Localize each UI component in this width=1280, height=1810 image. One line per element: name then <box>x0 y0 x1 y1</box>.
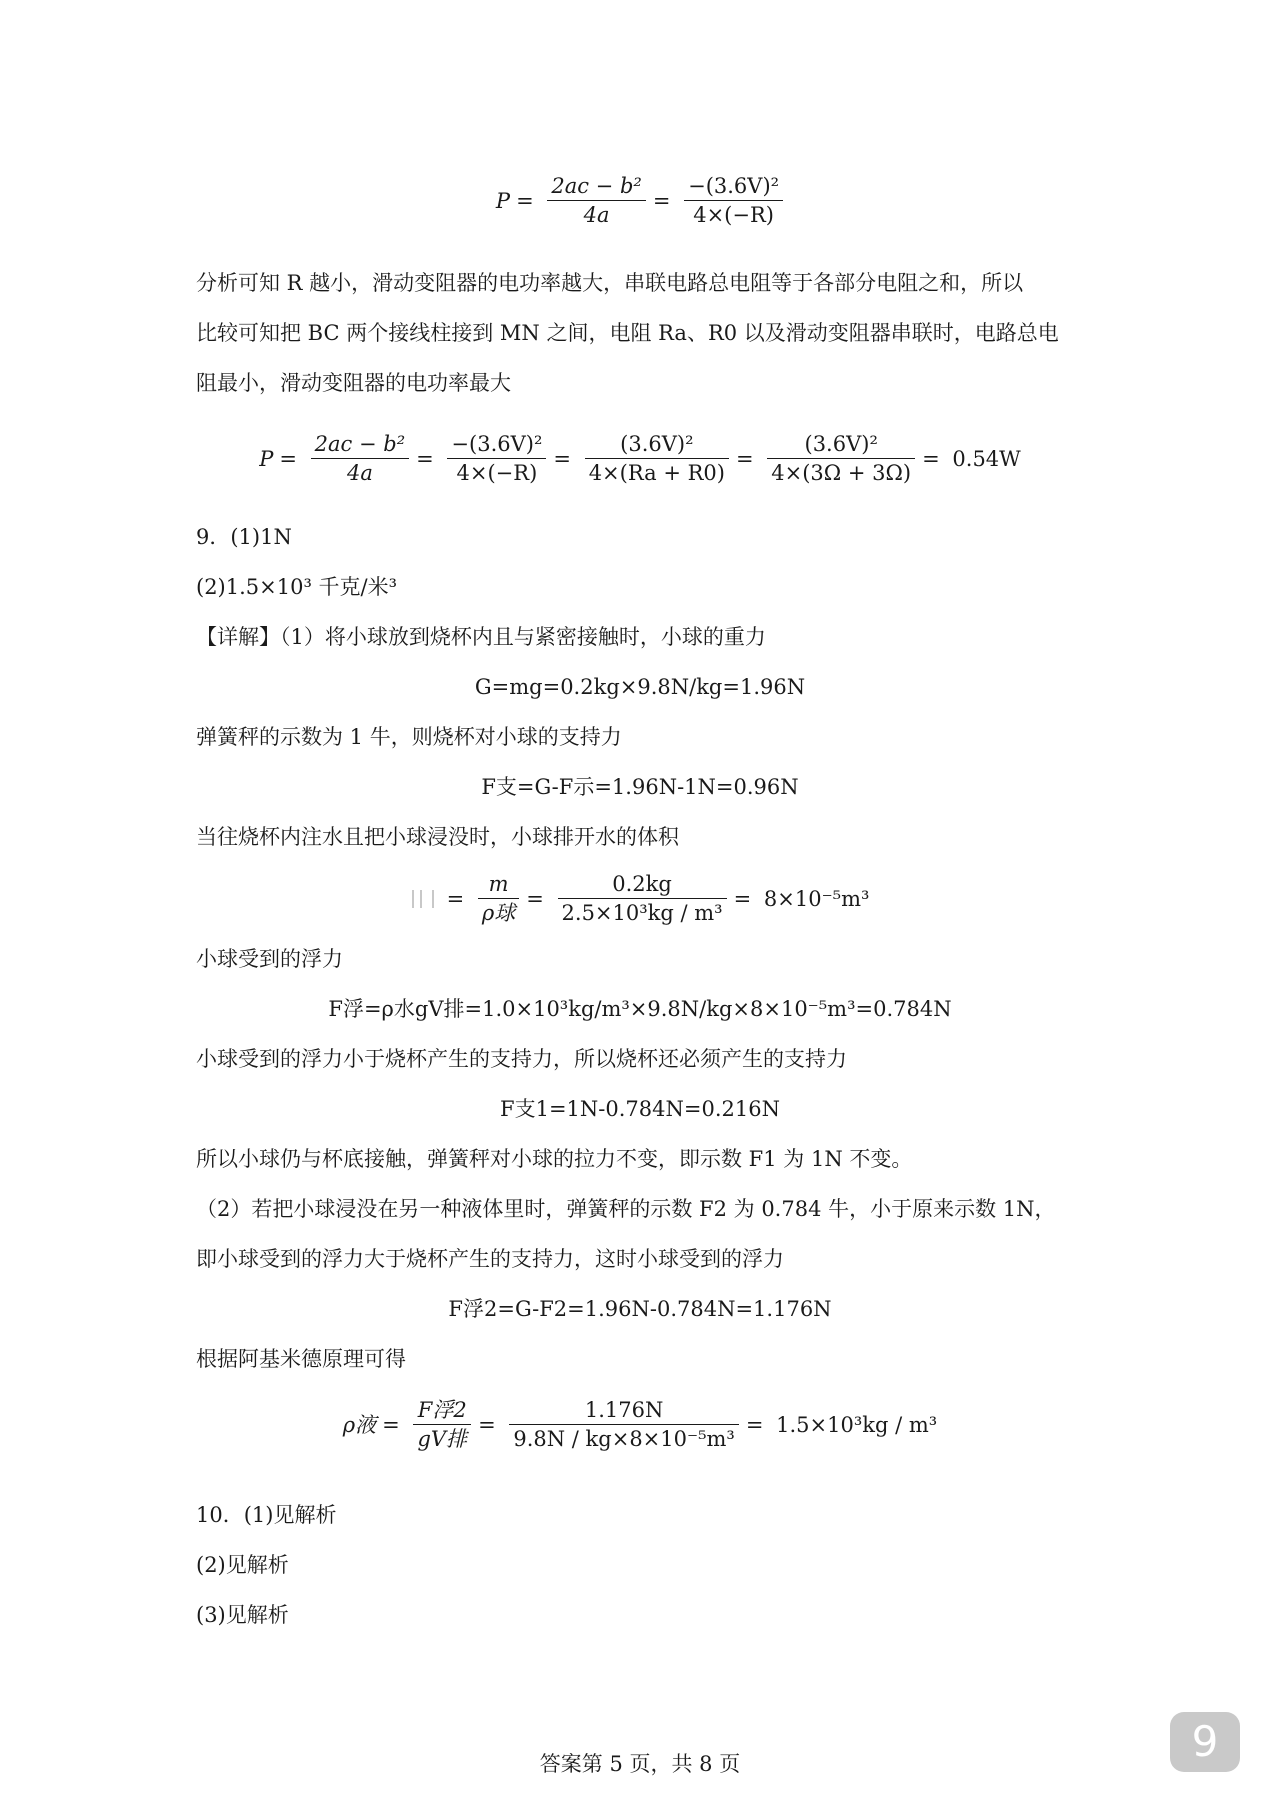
formula-density: ρ液 = $\frac{\text{F浮2}}{\text{gV排}}$ = $\frac{1.176N}{\text{9.8N / kg×8×10⁻⁵m³}}$ = 1.5×10³kg / m³ <box>342 1398 938 1451</box>
fraction-denominator: ρ球 <box>481 901 516 925</box>
fraction-numerator: F浮2 <box>413 1396 471 1425</box>
fraction-denominator: 2.5×10³kg / m³ <box>561 901 723 925</box>
fraction <box>547 172 645 229</box>
fraction-numerator: (3.6V)² <box>585 430 729 459</box>
paragraph-line: （2）若把小球浸没在另一种液体里时，弹簧秤的示数 F2 为 0.784 牛，小于原来示数 1N， <box>196 1197 1056 1221</box>
fraction <box>558 870 727 927</box>
equation-buoyancy: F浮=ρ水gV排=1.0×10³kg/m³×9.8N/kg×8×10⁻⁵m³=0.784N <box>328 997 952 1021</box>
fraction-denominator: 4×(3Ω + 3Ω) <box>771 461 912 485</box>
fraction <box>413 1396 471 1453</box>
paragraph-line: 分析可知 R 越小，滑动变阻器的电功率越大，串联电路总电阻等于各部分电阻之和，所以 <box>196 271 1024 295</box>
fraction <box>478 870 519 927</box>
fraction <box>447 430 546 487</box>
formula-volume: = $\frac{m}{\text{ρ球}}$ = $\frac{0.2kg}{\text{2.5×10³kg / m³}}$ = 8×10⁻⁵m³ <box>0 870 1280 927</box>
fraction-numerator: 2ac − b² <box>547 172 645 201</box>
paragraph-line: 比较可知把 BC 两个接线柱接到 MN 之间，电阻 Ra、R0 以及滑动变阻器串联时，电路总电 <box>196 321 1059 345</box>
answer-9-1: 9．(1)1N <box>196 525 292 549</box>
fraction-denominator: 4a <box>346 461 373 485</box>
fraction-numerator: (3.6V)² <box>767 430 915 459</box>
fraction-denominator: 4×(−R) <box>456 461 538 485</box>
fraction-denominator: 4×(−R) <box>693 203 774 227</box>
fraction <box>684 172 783 229</box>
paragraph-line: 根据阿基米德原理可得 <box>196 1347 406 1371</box>
paragraph-line: 当往烧杯内注水且把小球浸没时，小球排开水的体积 <box>196 825 679 849</box>
fraction <box>311 430 409 487</box>
formula-lhs: P <box>495 188 511 213</box>
answer-9-2: (2)1.5×10³ 千克/米³ <box>196 575 398 599</box>
paragraph-line: 即小球受到的浮力大于烧杯产生的支持力，这时小球受到的浮力 <box>196 1247 784 1271</box>
fraction-numerator: 0.2kg <box>558 870 727 899</box>
fraction <box>509 1396 738 1453</box>
fraction <box>585 430 729 487</box>
equation-support-1: F支1=1N-0.784N=0.216N <box>500 1097 780 1121</box>
fraction-numerator: −(3.6V)² <box>447 430 546 459</box>
fraction-numerator: 1.176N <box>509 1396 738 1425</box>
page-footer: 答案第 5 页，共 8 页 <box>539 1752 741 1776</box>
page-number-badge[interactable]: 9 <box>1170 1712 1240 1772</box>
formula-result: 8×10⁻⁵m³ <box>763 886 870 911</box>
fraction-numerator: 2ac − b² <box>311 430 409 459</box>
answer-10-1: 10．(1)见解析 <box>196 1503 337 1527</box>
paragraph-line: 小球受到的浮力小于烧杯产生的支持力，所以烧杯还必须产生的支持力 <box>196 1047 847 1071</box>
fraction <box>767 430 915 487</box>
fraction-numerator: −(3.6V)² <box>684 172 783 201</box>
fraction-denominator: 4×(Ra + R0) <box>588 461 725 485</box>
fraction-numerator: m <box>478 870 519 899</box>
formula-result: 1.5×10³kg / m³ <box>776 1412 938 1437</box>
formula-lhs: ρ液 <box>342 1412 377 1437</box>
formula-power-2: P = $\frac{\text{2ac − b²}}{4a}$ = $\frac{\text{−(3.6V)²}}{4\times(-R)}$ = $\frac{\text{(3.6V)²}}{4\times(Ra + R0)}$ = $\frac{\text{(3.6V)²}}{4\times(3\Omega + 3\Omega)}$ = 0.54W <box>259 432 1021 485</box>
detail-heading: 【详解】（1）将小球放到烧杯内且与紧密接触时，小球的重力 <box>196 625 766 649</box>
fraction-denominator: 4a <box>583 203 610 227</box>
paragraph-line: 小球受到的浮力 <box>196 947 343 971</box>
fraction-denominator: 9.8N / kg×8×10⁻⁵m³ <box>513 1427 735 1451</box>
paragraph-line: 所以小球仍与杯底接触，弹簧秤对小球的拉力不变，即示数 F1 为 1N 不变。 <box>196 1147 913 1171</box>
answer-10-2: (2)见解析 <box>196 1553 289 1577</box>
formula-result: 0.54W <box>952 446 1021 471</box>
paragraph-line: 弹簧秤的示数为 1 牛，则烧杯对小球的支持力 <box>196 725 622 749</box>
equation-support: F支=G-F示=1.96N-1N=0.96N <box>481 775 799 799</box>
fraction-denominator: gV排 <box>417 1427 468 1451</box>
equation-buoyancy-2: F浮2=G-F2=1.96N-0.784N=1.176N <box>448 1297 832 1321</box>
formula-power-1: P = $\frac{\text{2ac − b²}}{4a}$ = $\frac{\text{−(3.6V)²}}{4\times(-R)}$ <box>0 172 1280 229</box>
equation-gravity: G=mg=0.2kg×9.8N/kg=1.96N <box>474 675 806 699</box>
obscured-symbol-icon <box>408 888 444 910</box>
formula-lhs: P <box>259 446 274 471</box>
answer-10-3: (3)见解析 <box>196 1603 289 1627</box>
paragraph-line: 阻最小，滑动变阻器的电功率最大 <box>196 371 511 395</box>
